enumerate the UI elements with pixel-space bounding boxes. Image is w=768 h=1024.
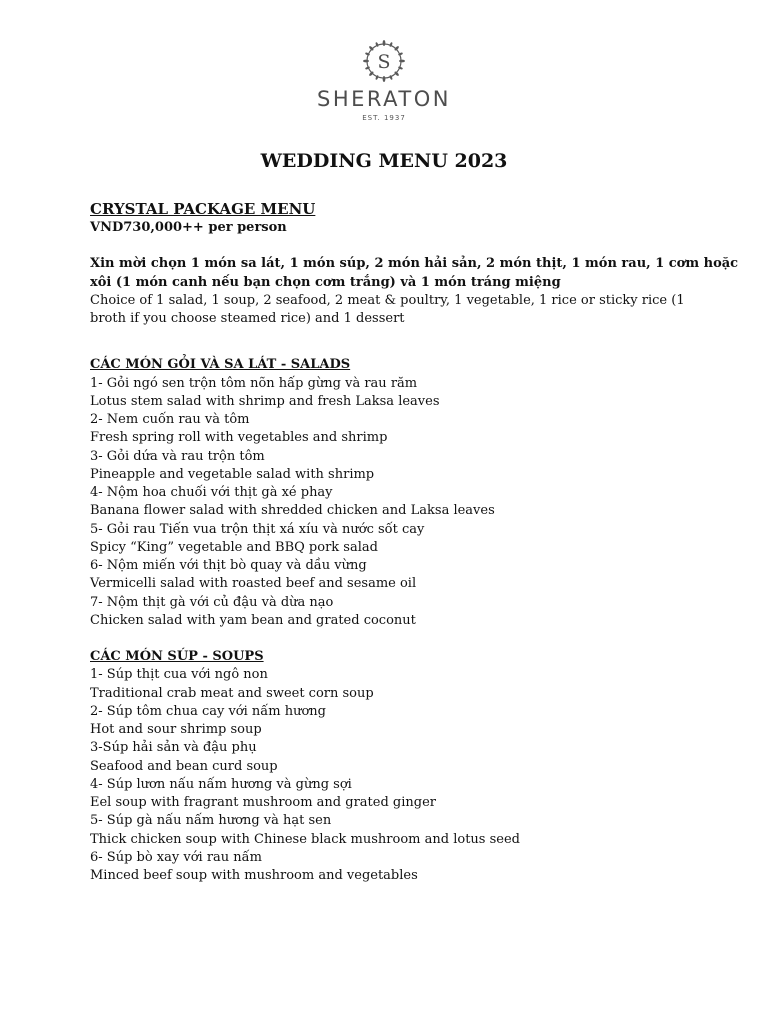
instructions-en-line: Choice of 1 salad, 1 soup, 2 seafood, 2 meat & poultry, 1 vegetable, 1 rice or sticky rice (1 — [90, 292, 685, 308]
menu-item: 7- Nộm thịt gà với củ đậu và dừa nạo — [90, 594, 334, 610]
menu-content — [90, 199, 739, 885]
menu-item: Seafood and bean curd soup — [90, 758, 278, 774]
menu-item: 4- Nộm hoa chuối với thịt gà xé phay — [90, 485, 333, 500]
menu-item: 5- Súp gà nấu nấm hương và hạt sen — [90, 813, 332, 829]
menu-item: 3- Gỏi dứa và rau trộn tôm — [90, 448, 265, 464]
soups-list — [90, 666, 710, 885]
menu-item: 5- Gỏi rau Tiến vua trộn thịt xá xíu và nước sốt cay — [90, 521, 425, 537]
sheraton-logo — [0, 40, 768, 123]
menu-item: Minced beef soup with mushroom and vegetables — [90, 868, 418, 883]
menu-item: 1- Gỏi ngó sen trộn tôm nõn hấp gừng và rau răm — [90, 375, 418, 391]
sheraton-laurel-icon — [363, 40, 405, 82]
menu-item: Vermicelli salad with roasted beef and sesame oil — [90, 576, 417, 592]
menu-item: 6- Nộm miến với thịt bò quay và dầu vừng — [90, 558, 367, 573]
menu-item: 3-Súp hải sản và đậu phụ — [90, 740, 257, 756]
instructions-en-line: broth if you choose steamed rice) and 1 dessert — [90, 311, 405, 326]
salads-list — [90, 375, 710, 631]
menu-item: Chicken salad with yam bean and grated coconut — [90, 612, 416, 628]
salads-heading: CÁC MÓN GỎI VÀ SA LÁT - SALADS — [90, 357, 351, 373]
menu-item: Eel soup with fragrant mushroom and grated ginger — [90, 795, 436, 810]
menu-item: Fresh spring roll with vegetables and shrimp — [90, 430, 388, 446]
menu-item: Spicy “King” vegetable and BBQ pork salad — [90, 539, 378, 555]
menu-item: Hot and sour shrimp soup — [90, 722, 262, 737]
page-title: WEDDING MENU 2023 — [260, 150, 508, 172]
menu-item: Banana flower salad with shredded chicken and Laksa leaves — [90, 503, 495, 519]
package-name: CRYSTAL PACKAGE MENU — [90, 200, 316, 218]
package-price: VND730,000++ per person — [90, 220, 287, 235]
menu-item: 1- Súp thịt cua với ngô non — [90, 667, 268, 683]
brand-established: EST. 1937 — [362, 114, 406, 122]
brand-name: SHERATON — [317, 87, 451, 111]
instructions-vi-line: xôi (1 món canh nếu bạn chọn cơm trắng) và 1 món tráng miệng — [90, 274, 561, 290]
menu-item: 2- Nem cuốn rau và tôm — [90, 412, 250, 427]
menu-item: 6- Súp bò xay với rau nấm — [90, 849, 262, 865]
menu-item: Traditional crab meat and sweet corn soup — [90, 685, 374, 701]
instructions-vi-line: Xin mời chọn 1 món sa lát, 1 món súp, 2 món hải sản, 2 món thịt, 1 món rau, 1 cơm hoặc — [90, 256, 739, 272]
menu-item: Thick chicken soup with Chinese black mushroom and lotus seed — [90, 831, 520, 847]
soups-heading: CÁC MÓN SÚP - SOUPS — [90, 649, 264, 664]
monogram-letter: S — [377, 51, 391, 73]
menu-item: 2- Súp tôm chua cay với nấm hương — [90, 703, 326, 719]
menu-item: 4- Súp lươn nấu nấm hương và gừng sợi — [90, 776, 352, 792]
menu-item: Lotus stem salad with shrimp and fresh Laksa leaves — [90, 393, 440, 409]
menu-item: Pineapple and vegetable salad with shrimp — [90, 466, 375, 482]
